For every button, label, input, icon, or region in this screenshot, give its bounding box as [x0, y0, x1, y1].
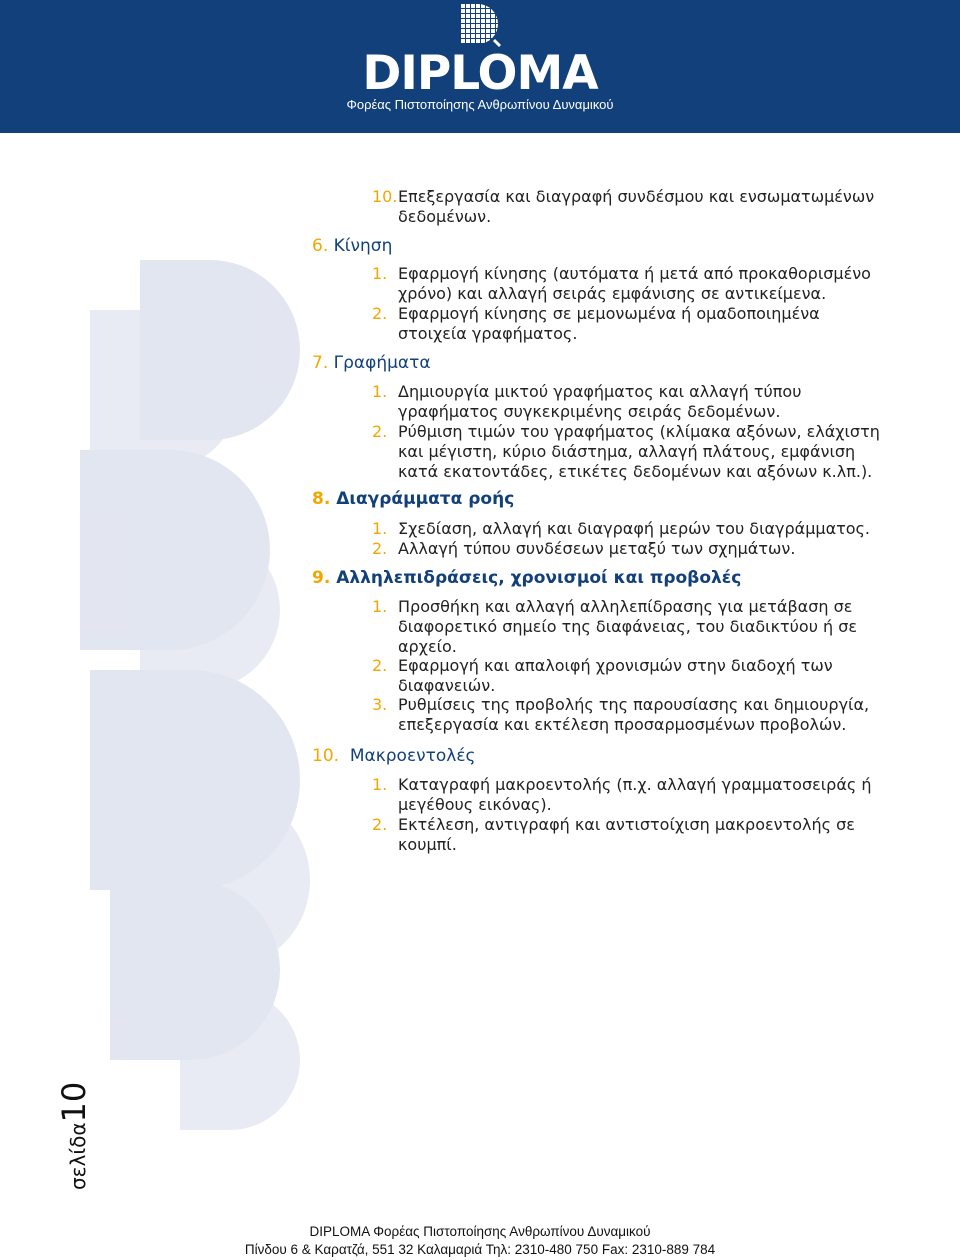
section-heading-makroentoles: 10. Μακροεντολές: [312, 746, 476, 766]
list-item: Ρυθμίσεις της προβολής της παρουσίασης και δημιουργία, επεξεργασία και εκτέλεση προσαρμοσμένων προβολών.: [398, 695, 870, 734]
list-item: Εφαρμογή κίνησης σε μεμονωμένα ή ομαδοποιημένα στοιχεία γραφήματος.: [398, 304, 820, 343]
list-item: Εφαρμογή και απαλοιφή χρονισμών στην διαδοχή των διαφανειών.: [398, 656, 833, 695]
item-number: 1.: [372, 597, 388, 616]
brand-name: DIPLOMA: [362, 46, 598, 101]
item-number: 2.: [372, 304, 388, 323]
item-number: 2.: [372, 422, 388, 441]
item-number: 2.: [372, 656, 388, 675]
list-item: Προσθήκη και αλλαγή αλληλεπίδρασης για μετάβαση σε διαφορετικό σημείο της διαφάνειας, του διαδικτύου ή σε αρχείο.: [398, 597, 858, 656]
list-item: Καταγραφή μακροεντολής (π.χ. αλλαγή γραμματοσειράς ή μεγέθους εικόνας).: [398, 775, 872, 814]
brand-tagline: Φορέας Πιστοποίησης Ανθρωπίνου Δυναμικού: [346, 97, 614, 112]
list-item: Εφαρμογή κίνησης (αυτόματα ή μετά από προκαθορισμένο χρόνο) και αλλαγή σειράς εμφάνισης σε αντικείμενα.: [398, 264, 871, 303]
footer-line-2: Πίνδου 6 & Καρατζά, 551 32 Καλαμαριά Τηλ: 2310-480 750 Fax: 2310-889 784: [244, 1242, 716, 1257]
item-number: 3.: [372, 695, 388, 714]
list-item: Εκτέλεση, αντιγραφή και αντιστοίχιση μακροεντολής σε κουμπί.: [398, 815, 855, 854]
list-item: Αλλαγή τύπου συνδέσεων μεταξύ των σχημάτων.: [398, 539, 796, 558]
item-number: 2.: [372, 539, 388, 558]
item-number: 1.: [372, 519, 388, 538]
section-heading-kinisi: 6. Κίνηση: [312, 236, 393, 256]
item-number: 1.: [372, 264, 388, 283]
item-number: 10.: [372, 187, 398, 206]
page-number-label: [55, 1082, 93, 1190]
list-item: Επεξεργασία και διαγραφή συνδέσμου και ενσωματωμένων δεδομένων.: [398, 187, 875, 226]
list-item: Ρύθμιση τιμών του γραφήματος (κλίμακα αξόνων, ελάχιστη και μέγιστη, κύριο διάστημα, αλλαγή πλάτους, εμφάνιση κατά εκατοντάδες, ετικέτες δεδομένων και αξόνων κ.λπ.).: [398, 422, 880, 481]
item-number: 2.: [372, 815, 388, 834]
list-item: Σχεδίαση, αλλαγή και διαγραφή μερών του διαγράμματος.: [398, 519, 871, 538]
list-item: Δημιουργία μικτού γραφήματος και αλλαγή τύπου γραφήματος συγκεκριμένης σειράς δεδομένων.: [398, 382, 802, 421]
section-heading-grafimata: 7. Γραφήματα: [312, 353, 431, 373]
section-heading-allilepidraseis: 9. Αλληλεπιδράσεις, χρονισμοί και προβολές: [312, 568, 742, 588]
section-heading-diagrammata-rois: 8. Διαγράμματα ροής: [312, 489, 515, 509]
page-number: 10: [55, 1081, 93, 1123]
item-number: 1.: [372, 382, 388, 401]
footer-line-1: DIPLOMA Φορέας Πιστοποίησης Ανθρωπίνου Δυναμικού: [309, 1224, 651, 1239]
page-word: σελίδα: [66, 1122, 90, 1190]
item-number: 1.: [372, 775, 388, 794]
